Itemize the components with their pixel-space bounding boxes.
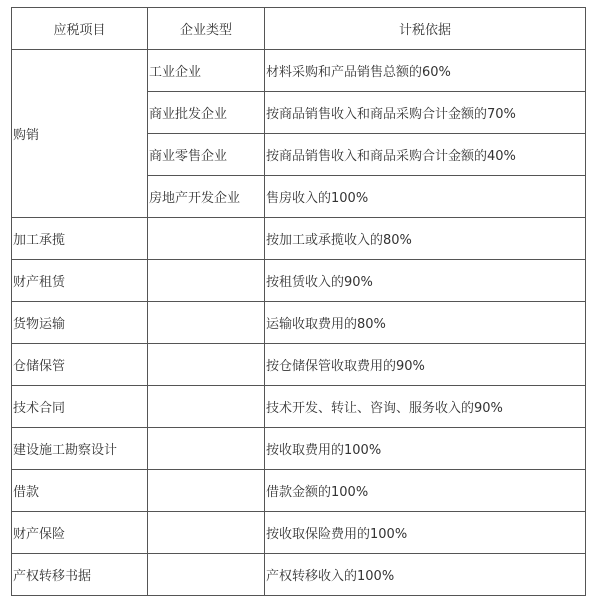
enterprise-type-cell: 工业企业 <box>148 50 265 92</box>
table-row <box>12 218 586 260</box>
tax-basis-table <box>11 7 586 596</box>
basis-cell: 技术开发、转让、咨询、服务收入的90% <box>265 386 586 428</box>
basis-cell: 产权转移收入的100% <box>265 554 586 596</box>
header-enterprise-type: 企业类型 <box>148 8 265 50</box>
basis-cell: 按租赁收入的90% <box>265 260 586 302</box>
basis-cell: 运输收取费用的80% <box>265 302 586 344</box>
table-row <box>12 554 586 596</box>
enterprise-type-cell: 商业批发企业 <box>148 92 265 134</box>
basis-cell: 按收取费用的100% <box>265 428 586 470</box>
table-row <box>12 50 586 92</box>
table-row <box>12 512 586 554</box>
basis-cell: 材料采购和产品销售总额的60% <box>265 50 586 92</box>
basis-cell: 按仓储保管收取费用的90% <box>265 344 586 386</box>
table-row <box>12 386 586 428</box>
item-cell: 建设施工勘察设计 <box>12 428 148 470</box>
header-row <box>12 8 586 50</box>
item-cell: 技术合同 <box>12 386 148 428</box>
table-row <box>12 470 586 512</box>
basis-cell: 售房收入的100% <box>265 176 586 218</box>
enterprise-type-cell <box>148 428 265 470</box>
enterprise-type-cell <box>148 386 265 428</box>
table-row <box>12 260 586 302</box>
table-row <box>12 344 586 386</box>
enterprise-type-cell <box>148 302 265 344</box>
item-cell: 购销 <box>12 50 148 218</box>
header-item: 应税项目 <box>12 8 148 50</box>
basis-cell: 按收取保险费用的100% <box>265 512 586 554</box>
basis-cell: 按商品销售收入和商品采购合计金额的70% <box>265 92 586 134</box>
table-row <box>12 302 586 344</box>
enterprise-type-cell <box>148 512 265 554</box>
item-cell: 财产租赁 <box>12 260 148 302</box>
enterprise-type-cell <box>148 344 265 386</box>
table-row <box>12 428 586 470</box>
enterprise-type-cell <box>148 218 265 260</box>
basis-cell: 借款金额的100% <box>265 470 586 512</box>
item-cell: 仓储保管 <box>12 344 148 386</box>
basis-cell: 按加工或承揽收入的80% <box>265 218 586 260</box>
enterprise-type-cell: 商业零售企业 <box>148 134 265 176</box>
enterprise-type-cell <box>148 260 265 302</box>
item-cell: 借款 <box>12 470 148 512</box>
enterprise-type-cell: 房地产开发企业 <box>148 176 265 218</box>
item-cell: 货物运输 <box>12 302 148 344</box>
header-basis: 计税依据 <box>265 8 586 50</box>
item-cell: 加工承揽 <box>12 218 148 260</box>
item-cell: 财产保险 <box>12 512 148 554</box>
item-cell: 产权转移书据 <box>12 554 148 596</box>
basis-cell: 按商品销售收入和商品采购合计金额的40% <box>265 134 586 176</box>
enterprise-type-cell <box>148 554 265 596</box>
enterprise-type-cell <box>148 470 265 512</box>
